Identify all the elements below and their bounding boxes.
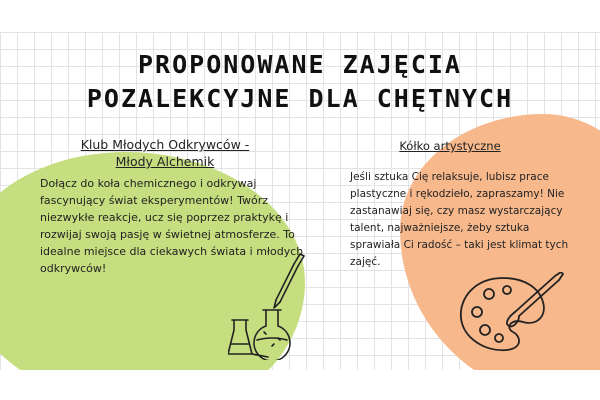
- title-line-2: POZALEKCYJNE DLA CHĘTNYCH: [86, 84, 514, 113]
- left-heading-line-1: Klub Młodych Odkrywców -: [80, 137, 250, 152]
- left-heading: [50, 136, 280, 170]
- paint-palette-icon: [455, 272, 565, 357]
- chemistry-flasks-icon: [228, 250, 308, 360]
- slide: [0, 32, 600, 370]
- left-heading-line-2: Młody Alchemik: [115, 154, 215, 169]
- left-description: Dołącz do koła chemicznego i odkrywaj fascynujący świat eksperymentów! Twórz niezwykłe reakcje, ucz się poprzez praktykę i rozwijaj swoją pasję w świetnej atmosferze. To idealne miejsce dla ciekawych świata i młodych odkrywców!: [40, 177, 304, 275]
- title-line-1: PROPONOWANE ZAJĘCIA: [138, 50, 462, 79]
- right-description: Jeśli sztuka Cię relaksuje, lubisz prace plastyczne i rękodzieło, zapraszamy! Nie zastanawiaj się, czy masz wystarczający talent, najważniejsze, żeby sztuka sprawiała Ci radość – taki jest klimat tych zajęć.: [350, 171, 569, 268]
- right-heading: Kółko artystyczne: [399, 139, 501, 153]
